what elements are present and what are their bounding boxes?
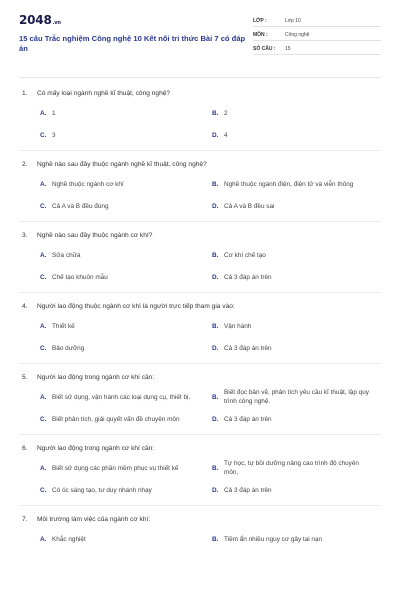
option-letter: D. [212, 486, 219, 494]
meta-value: Công nghệ [285, 31, 310, 38]
question-item [19, 231, 381, 293]
answer-option[interactable] [212, 197, 382, 215]
question-divider [19, 150, 381, 151]
meta-label: SỐ CÂU : [253, 45, 276, 52]
option-letter: B. [212, 535, 219, 543]
question-text: Người lao động thuộc ngành cơ khí là người trực tiếp tham gia vào: [37, 303, 235, 310]
option-text: Biết đọc bản vẽ, phân tích yêu cầu kĩ thuật, lập quy trình công nghệ. [224, 389, 369, 405]
option-text: Cả A và B đều sai [224, 202, 275, 210]
answer-option[interactable] [212, 268, 382, 286]
question-number: 6. [22, 445, 28, 452]
answer-options [19, 175, 381, 215]
answer-option[interactable] [212, 481, 382, 499]
option-text: Biết sử dụng các phần mềm phục vụ thiết kế [52, 464, 179, 472]
option-letter: A. [40, 180, 47, 188]
option-text: Nghề thuộc ngành điện, điện tử và viễn thông [224, 180, 354, 188]
question-text: Nghề nào sau đây thuộc ngành nghề kĩ thuật, công nghệ? [37, 161, 207, 168]
question-number: 3. [22, 232, 28, 239]
option-letter: C. [40, 415, 47, 423]
answer-options [19, 530, 381, 548]
meta-value: Lớp 10 [285, 17, 301, 24]
option-text: Cả 3 đáp án trên [224, 273, 272, 281]
option-text: Nghề thuộc ngành cơ khí [52, 180, 124, 188]
answer-option[interactable] [212, 530, 382, 548]
question-divider [19, 292, 381, 293]
meta-label: LỚP : [253, 17, 267, 24]
option-text: Tiềm ẩn nhiều nguy cơ gây tai nạn [224, 535, 323, 543]
site-logo[interactable] [19, 13, 249, 27]
answer-option[interactable] [212, 459, 382, 477]
question-text: Người lao động trong ngành cơ khí cần: [37, 445, 155, 452]
answer-option[interactable] [40, 481, 210, 499]
answer-option[interactable] [40, 104, 210, 122]
answer-options [19, 459, 381, 499]
answer-option[interactable] [40, 317, 210, 335]
option-text: 4 [224, 131, 228, 139]
option-letter: C. [40, 273, 47, 281]
question-text-row [19, 302, 381, 311]
option-letter: D. [212, 202, 219, 210]
option-text: Tự học, tự bồi dưỡng nâng cao trình độ chuyên môn, [224, 460, 359, 476]
question-number: 5. [22, 374, 28, 381]
question-item [19, 373, 381, 435]
answer-options [19, 317, 381, 357]
option-text: Biết sử dụng, vận hành các loại dụng cụ, thiết bị. [52, 393, 191, 401]
meta-info [253, 15, 381, 70]
option-letter: B. [212, 180, 219, 188]
option-text: Sửa chữa [52, 251, 81, 259]
answer-option[interactable] [212, 126, 382, 144]
option-text: Khắc nghiệt [52, 535, 86, 543]
option-text: 3 [52, 131, 56, 139]
page-header [19, 0, 381, 70]
question-number: 4. [22, 303, 28, 310]
option-letter: A. [40, 535, 47, 543]
question-text-row [19, 160, 381, 169]
answer-option[interactable] [212, 339, 382, 357]
question-item [19, 444, 381, 506]
option-text: 1 [52, 109, 56, 117]
option-letter: A. [40, 393, 47, 401]
meta-row-class [253, 15, 381, 27]
answer-option[interactable] [40, 388, 210, 406]
question-number: 7. [22, 516, 28, 523]
option-letter: B. [212, 464, 219, 472]
question-number: 1. [22, 90, 28, 97]
option-text: Có óc sáng tạo, tư duy nhanh nhạy [52, 486, 152, 494]
option-letter: D. [212, 344, 219, 352]
answer-option[interactable] [40, 197, 210, 215]
option-letter: A. [40, 322, 47, 330]
option-letter: D. [212, 415, 219, 423]
question-divider [19, 221, 381, 222]
meta-value: 15 [285, 45, 291, 52]
question-text: Người lao động trong ngành cơ khí cần: [37, 374, 155, 381]
question-text-row [19, 373, 381, 382]
question-text-row [19, 515, 381, 524]
page-title: 15 câu Trắc nghiệm Công nghệ 10 Kết nối tri thức Bài 7 có đáp án [19, 34, 246, 53]
meta-row-subject [253, 29, 381, 41]
option-letter: B. [212, 322, 219, 330]
answer-option[interactable] [212, 246, 382, 264]
option-text: 2 [224, 109, 228, 117]
question-list [19, 78, 381, 548]
option-text: Bảo dưỡng [52, 344, 85, 352]
option-text: Cả 3 đáp án trên [224, 344, 272, 352]
answer-option[interactable] [40, 126, 210, 144]
question-text: Nghề nào sau đây thuộc ngành cơ khí? [37, 232, 153, 239]
question-text-row [19, 444, 381, 453]
meta-label: MÔN : [253, 31, 268, 38]
answer-option[interactable] [40, 530, 210, 548]
option-text: Biết phân tích, giải quyết vấn đề chuyên môn [52, 415, 180, 423]
answer-option[interactable] [212, 388, 382, 406]
option-letter: B. [212, 251, 219, 259]
answer-option[interactable] [40, 459, 210, 477]
answer-options [19, 246, 381, 286]
meta-row-count [253, 43, 381, 55]
option-letter: C. [40, 131, 47, 139]
option-letter: D. [212, 273, 219, 281]
option-letter: A. [40, 251, 47, 259]
option-text: Cả 3 đáp án trên [224, 415, 272, 423]
question-divider [19, 434, 381, 435]
answer-option[interactable] [40, 246, 210, 264]
answer-option[interactable] [40, 339, 210, 357]
question-divider [19, 505, 381, 506]
answer-option[interactable] [40, 268, 210, 286]
question-text-row [19, 89, 381, 98]
option-letter: B. [212, 109, 219, 117]
question-item [19, 515, 381, 548]
option-text: Thiết kế [52, 322, 75, 330]
question-text-row [19, 231, 381, 240]
logo-suffix: .vn [52, 20, 61, 26]
question-divider [19, 363, 381, 364]
question-item [19, 302, 381, 364]
option-letter: C. [40, 202, 47, 210]
answer-option[interactable] [40, 410, 210, 428]
option-text: Vận hành [224, 322, 252, 330]
option-letter: D. [212, 131, 219, 139]
option-letter: A. [40, 109, 47, 117]
answer-option[interactable] [40, 175, 210, 193]
option-text: Chế tạo khuôn mẫu [52, 273, 108, 281]
option-text: Cơ khí chế tạo [224, 251, 266, 259]
option-letter: B. [212, 393, 219, 401]
option-letter: A. [40, 464, 47, 472]
option-text: Cả A và B đều đúng [52, 202, 109, 210]
answer-option[interactable] [212, 317, 382, 335]
answer-option[interactable] [212, 175, 382, 193]
option-text: Cả 3 đáp án trên [224, 486, 272, 494]
answer-options [19, 388, 381, 428]
question-number: 2. [22, 161, 28, 168]
question-text: Có mấy loại ngành nghề kĩ thuật, công nghệ? [37, 90, 171, 97]
question-text: Môi trường làm việc của ngành cơ khí: [37, 516, 151, 523]
answer-option[interactable] [212, 104, 382, 122]
answer-option[interactable] [212, 410, 382, 428]
question-item [19, 89, 381, 151]
option-letter: C. [40, 344, 47, 352]
option-letter: C. [40, 486, 47, 494]
logo-text: 2048 [19, 13, 52, 27]
question-item [19, 160, 381, 222]
answer-options [19, 104, 381, 144]
header-left [19, 13, 249, 70]
